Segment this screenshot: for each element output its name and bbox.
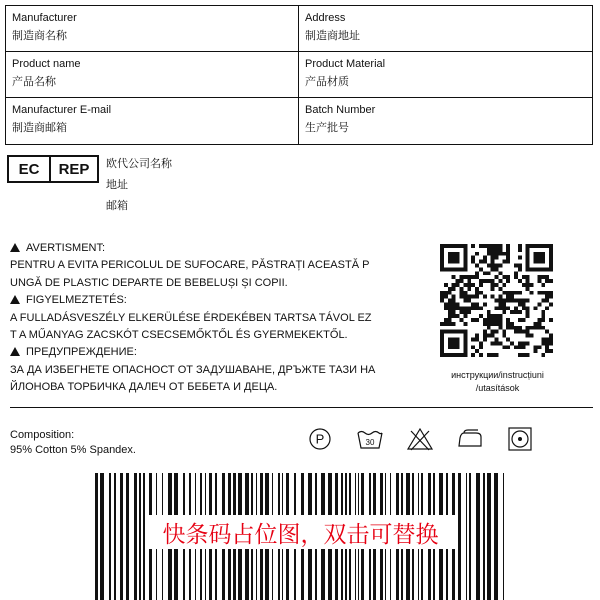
ec-rep-email: 邮箱	[106, 200, 128, 212]
info-value: 制造商名称	[12, 30, 67, 42]
info-value: 产品材质	[305, 76, 349, 88]
wash-30-icon	[355, 426, 385, 452]
warning-icon	[10, 243, 20, 252]
info-cell-manufacturer	[6, 6, 299, 52]
info-cell-batch-number	[299, 98, 592, 144]
ec-rep-symbol	[7, 155, 99, 183]
info-cell-product-material	[299, 52, 592, 98]
care-symbols	[305, 426, 535, 456]
qr-code-icon	[440, 244, 553, 357]
warning-line: T A MŰANYAG ZACSKÓT CSECSEMŐKTŐL ÉS GYERMEKEKTŐL.	[10, 329, 348, 342]
iron-icon	[455, 426, 485, 452]
warning-line: A FULLADÁSVESZÉLY ELKERÜLÉSE ÉRDEKÉBEN TARTSA TÁVOL EZ	[10, 311, 372, 324]
warning-heading-text: FIGYELMEZTETÉS:	[26, 294, 127, 307]
section-divider	[10, 407, 593, 408]
rep-mark: REP	[58, 160, 90, 178]
qr-caption	[425, 369, 570, 395]
warning-heading-text: ПРЕДУПРЕЖДЕНИЕ:	[26, 346, 137, 359]
info-value: 产品名称	[12, 76, 56, 88]
info-label: Address	[305, 12, 346, 24]
warning-line: ЗА ДА ИЗБЕГНЕТЕ ОПАСНОСТ ОТ ЗАДУШАВАНЕ, ДРЪЖТЕ ТАЗИ НА	[10, 363, 376, 376]
info-cell-address	[299, 6, 592, 52]
warning-heading-bg	[10, 344, 385, 361]
wash-temp: 30	[365, 438, 375, 447]
warning-heading-text: AVERTISMENT:	[26, 242, 106, 254]
info-label: Product Material	[305, 58, 386, 70]
info-label: Product name	[12, 58, 81, 70]
warning-icon	[10, 347, 20, 356]
info-value: 制造商邮箱	[12, 122, 67, 134]
composition-value: 95% Cotton 5% Spandex.	[10, 444, 136, 456]
qr-caption-line: /utasítások	[475, 383, 520, 393]
warning-line: PENTRU A EVITA PERICOLUL DE SUFOCARE, PĂSTRAȚI ACEASTĂ P	[10, 259, 370, 272]
info-value: 生产批号	[305, 122, 349, 134]
info-label: Manufacturer	[12, 12, 77, 24]
dry-clean-p-icon	[305, 426, 335, 452]
info-label: Manufacturer E-mail	[12, 104, 112, 116]
qr-caption-line: инструкции/instrucțiuni	[451, 370, 544, 380]
warning-line: UNGĂ DE PLASTIC DEPARTE DE BEBELUȘI ȘI COPII.	[10, 276, 288, 289]
composition	[10, 428, 136, 458]
dry-clean-letter: P	[315, 431, 325, 447]
tumble-dry-icon	[505, 426, 535, 452]
warnings-block	[10, 240, 385, 397]
ec-rep-details	[106, 154, 172, 217]
info-label: Batch Number	[305, 104, 376, 116]
info-cell-manufacturer-email	[6, 98, 299, 144]
warning-icon	[10, 295, 20, 304]
warning-heading-hu	[10, 292, 385, 309]
warning-line: ЙЛОНОВА ТОРБИЧКА ДАЛЕЧ ОТ БЕБЕТА И ДЕЦА.	[10, 381, 278, 394]
do-not-bleach-icon	[405, 426, 435, 452]
warning-heading-ro	[10, 240, 385, 257]
barcode-placeholder-label[interactable]: 快条码占位图，双击可替换	[146, 515, 455, 549]
ec-rep-address: 地址	[106, 179, 128, 191]
info-cell-product-name	[6, 52, 299, 98]
info-value: 制造商地址	[305, 30, 360, 42]
composition-label: Composition:	[10, 429, 75, 441]
ec-rep-company-name: 欧代公司名称	[106, 158, 172, 170]
ec-mark: EC	[9, 157, 51, 181]
product-info-table	[5, 5, 593, 145]
